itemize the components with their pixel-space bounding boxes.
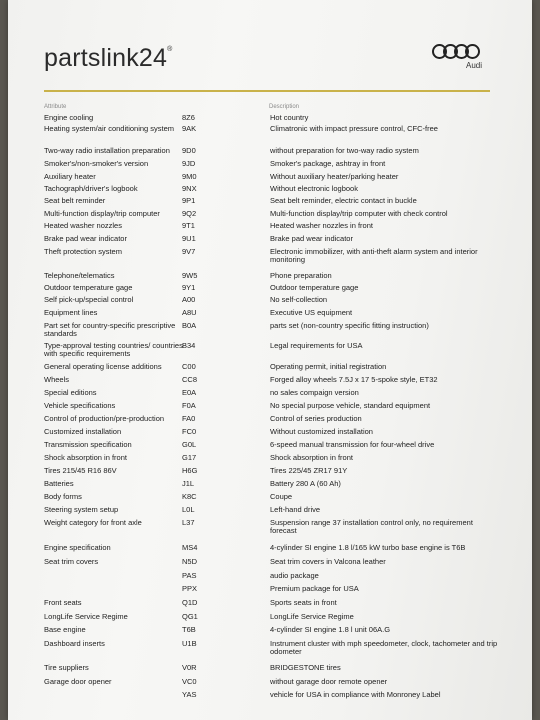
attribute-cell: Weight category for front axle	[44, 518, 142, 527]
description-cell: Premium package for USA	[270, 584, 359, 593]
description-cell: Seat trim covers in Valcona leather	[270, 557, 386, 566]
code-cell: L0L	[182, 505, 195, 514]
code-cell: CC8	[182, 375, 198, 384]
attribute-cell: Heating system/air conditioning system	[44, 124, 175, 133]
description-cell: Seat belt reminder, electric contact in buckle	[270, 196, 417, 205]
description-cell: Multi-function display/trip computer with check control	[270, 209, 448, 218]
attribute-cell: Tires 215/45 R16 86V	[44, 466, 117, 475]
description-cell: without preparation for two-way radio system	[270, 146, 419, 155]
code-cell: MS4	[182, 543, 198, 552]
attribute-cell: Tire suppliers	[44, 663, 89, 672]
description-column-header: Description	[269, 104, 300, 110]
description-cell: Smoker's package, ashtray in front	[270, 159, 386, 168]
code-cell: 9W5	[182, 271, 198, 280]
code-cell: E0A	[182, 388, 197, 397]
code-cell: 9Q2	[182, 209, 197, 218]
code-cell: 8Z6	[182, 113, 195, 122]
code-cell: 9NX	[182, 184, 197, 193]
description-cell: 4-cylinder SI engine 1.8 l unit 06A.G	[270, 625, 391, 634]
attribute-cell: Engine cooling	[44, 113, 94, 122]
attribute-cell: Seat trim covers	[44, 557, 99, 566]
code-cell: N5D	[182, 557, 198, 566]
code-cell: K8C	[182, 492, 197, 501]
description-cell: Hot country	[270, 113, 309, 122]
code-cell: C00	[182, 362, 196, 371]
attribute-cell: Tachograph/driver's logbook	[44, 184, 138, 193]
attribute-cell: Engine specification	[44, 543, 111, 552]
description-cell: Phone preparation	[270, 271, 332, 280]
attribute-cell: Base engine	[44, 625, 86, 634]
attribute-cell: Multi-function display/trip computer	[44, 209, 160, 218]
code-cell: PAS	[182, 571, 197, 580]
code-cell: J1L	[182, 479, 195, 488]
description-cell: Instrument cluster with mph speedometer, clock, tachometer and trip odometer	[270, 639, 498, 656]
code-cell: F0A	[182, 401, 196, 410]
attribute-cell: Type-approval testing countries/ countries with specific requirements	[44, 341, 183, 358]
attribute-cell: Batteries	[44, 479, 74, 488]
code-cell: 9D0	[182, 146, 196, 155]
attribute-cell: Part set for country-specific prescriptive standards	[44, 321, 176, 338]
attribute-cell: Dashboard inserts	[44, 639, 105, 648]
attribute-cell: Auxiliary heater	[44, 172, 96, 181]
printed-page	[8, 0, 532, 720]
code-cell: Q1D	[182, 598, 198, 607]
description-cell: Without electronic logbook	[270, 184, 358, 193]
attribute-cell: Body forms	[44, 492, 82, 501]
description-cell: audio package	[270, 571, 319, 580]
attribute-cell: General operating license additions	[44, 362, 162, 371]
description-cell: Without customized installation	[270, 427, 373, 436]
code-cell: 9Y1	[182, 283, 196, 292]
description-cell: Control of series production	[270, 414, 362, 423]
audi-rings-icon	[430, 44, 482, 59]
attribute-cell: LongLife Service Regime	[44, 612, 128, 621]
attribute-cell: Customized installation	[44, 427, 122, 436]
description-cell: Heated washer nozzles in front	[270, 221, 373, 230]
code-cell: 9T1	[182, 221, 195, 230]
code-cell: U1B	[182, 639, 197, 648]
code-cell: PPX	[182, 584, 198, 593]
description-cell: No special purpose vehicle, standard equipment	[270, 401, 431, 410]
header-rule	[44, 90, 490, 92]
brand-name: partslink24	[44, 44, 168, 72]
description-cell: No self-collection	[270, 295, 328, 304]
code-cell: T6B	[182, 625, 196, 634]
code-cell: B0A	[182, 321, 197, 330]
description-cell: no sales compaign version	[270, 388, 359, 397]
description-cell: Without auxiliary heater/parking heater	[270, 172, 399, 181]
code-cell: 9U1	[182, 234, 196, 243]
attribute-cell: Telephone/telematics	[44, 271, 115, 280]
attribute-cell: Wheels	[44, 375, 70, 384]
attribute-cell: Smoker's/non-smoker's version	[44, 159, 149, 168]
description-cell: BRIDGESTONE tires	[270, 663, 341, 672]
description-cell: Sports seats in front	[270, 598, 337, 607]
registered-mark: ®	[167, 46, 173, 53]
attribute-cell: Equipment lines	[44, 308, 98, 317]
description-cell: Outdoor temperature gage	[270, 283, 359, 292]
code-cell: A00	[182, 295, 196, 304]
description-cell: LongLife Service Regime	[270, 612, 354, 621]
attribute-cell: Vehicle specifications	[44, 401, 116, 410]
attribute-cell: Transmission specification	[44, 440, 132, 449]
attribute-cell: Special editions	[44, 388, 97, 397]
description-cell: 6-speed manual transmission for four-wheel drive	[270, 440, 435, 449]
audi-logo	[430, 44, 482, 70]
code-cell: VC0	[182, 677, 197, 686]
attribute-cell: Shock absorption in front	[44, 453, 127, 462]
attribute-cell: Theft protection system	[44, 247, 122, 256]
code-cell: 9V7	[182, 247, 196, 256]
description-cell: Left-hand drive	[270, 505, 321, 514]
description-cell: parts set (non-country specific fitting instruction)	[270, 321, 429, 330]
attribute-cell: Seat belt reminder	[44, 196, 106, 205]
code-cell: QG1	[182, 612, 198, 621]
attribute-cell: Heated washer nozzles	[44, 221, 122, 230]
attribute-cell: Two-way radio installation preparation	[44, 146, 170, 155]
code-cell: FA0	[182, 414, 196, 423]
description-cell: Forged alloy wheels 7.5J x 17 5-spoke style, ET32	[270, 375, 438, 384]
description-cell: Suspension range 37 installation control only, no requirement forecast	[270, 518, 473, 535]
partslink24-logo	[44, 44, 172, 73]
code-cell: L37	[182, 518, 195, 527]
attribute-cell: Front seats	[44, 598, 82, 607]
code-cell: 9M0	[182, 172, 197, 181]
description-cell: Electronic immobilizer, with anti-theft alarm system and interior monitoring	[270, 247, 478, 264]
make-label: Audi	[465, 61, 482, 70]
description-cell: Battery 280 A (60 Ah)	[270, 479, 341, 488]
description-cell: Brake pad wear indicator	[270, 234, 353, 243]
attribute-cell: Self pick-up/special control	[44, 295, 134, 304]
code-cell: G17	[182, 453, 197, 462]
code-cell: V0R	[182, 663, 197, 672]
code-cell: 9P1	[182, 196, 196, 205]
attribute-cell: Control of production/pre-production	[44, 414, 165, 423]
code-cell: 9JD	[182, 159, 196, 168]
description-cell: 4-cylinder SI engine 1.8 l/165 kW turbo base engine is T6B	[270, 543, 466, 552]
attribute-cell: Garage door opener	[44, 677, 112, 686]
code-cell: B34	[182, 341, 196, 350]
code-cell: FC0	[182, 427, 197, 436]
description-cell: Shock absorption in front	[270, 453, 353, 462]
description-cell: Coupe	[270, 492, 293, 501]
attribute-cell: Outdoor temperature gage	[44, 283, 133, 292]
attribute-cell: Steering system setup	[44, 505, 119, 514]
code-cell: G0L	[182, 440, 197, 449]
attribute-column-header: Attribute	[44, 104, 67, 110]
code-cell: H6G	[182, 466, 198, 475]
description-cell: Executive US equipment	[270, 308, 353, 317]
description-cell: vehicle for USA in compliance with Monroney Label	[270, 690, 441, 699]
description-cell: Operating permit, initial registration	[270, 362, 387, 371]
code-cell: 9AK	[182, 124, 197, 133]
code-cell: A8U	[182, 308, 197, 317]
code-cell: YAS	[182, 690, 197, 699]
attribute-cell: Brake pad wear indicator	[44, 234, 127, 243]
description-cell: without garage door remote opener	[270, 677, 388, 686]
description-cell: Tires 225/45 ZR17 91Y	[270, 466, 348, 475]
description-cell: Climatronic with impact pressure control, CFC-free	[270, 124, 438, 133]
description-cell: Legal requirements for USA	[270, 341, 363, 350]
